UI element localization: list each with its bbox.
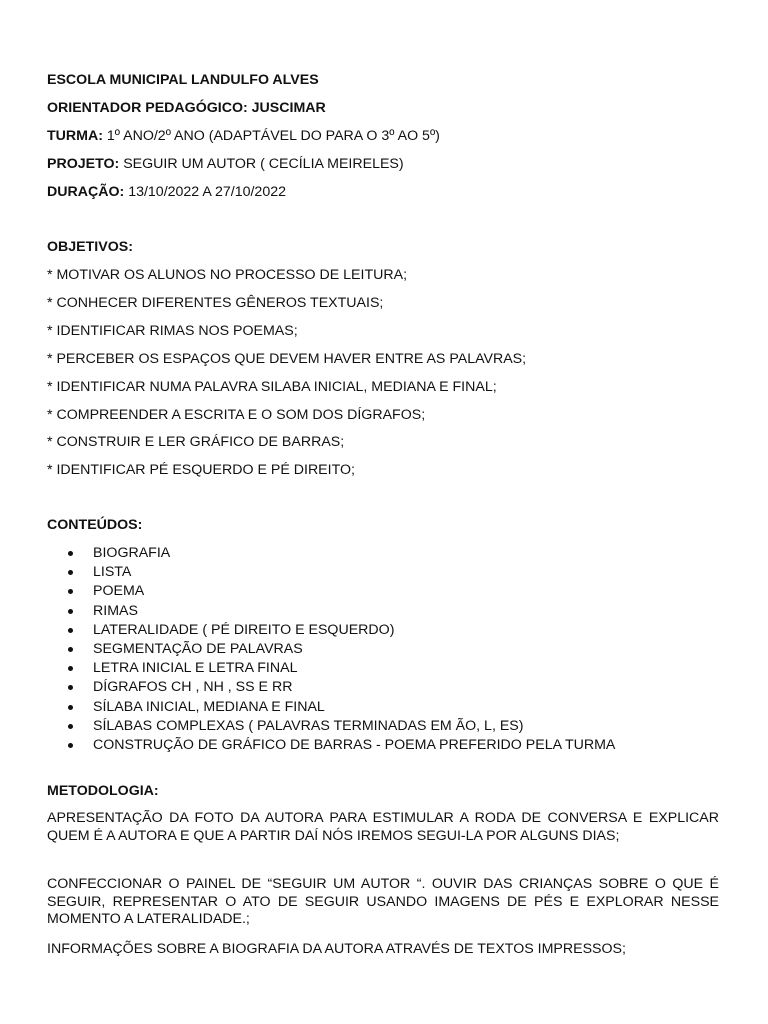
objetivo-item: * MOTIVAR OS ALUNOS NO PROCESSO DE LEITURA; [47, 267, 408, 283]
list-item [47, 717, 615, 736]
coordinator-line: ORIENTADOR PEDAGÓGICO: JUSCIMAR [47, 100, 326, 116]
list-item-text: LISTA [93, 564, 132, 581]
list-item-text: DÍGRAFOS CH , NH , SS E RR [93, 679, 293, 696]
metodologia-paragraph: INFORMAÇÕES SOBRE A BIOGRAFIA DA AUTORA ATRAVÉS DE TEXTOS IMPRESSOS; [47, 941, 626, 957]
objetivo-item: * IDENTIFICAR NUMA PALAVRA SILABA INICIAL, MEDIANA E FINAL; [47, 379, 497, 395]
turma-line [47, 127, 440, 145]
bullet-icon [68, 609, 73, 614]
objetivo-item: * CONHECER DIFERENTES GÊNEROS TEXTUAIS; [47, 295, 384, 311]
objetivo-item: * CONSTRUIR E LER GRÁFICO DE BARRAS; [47, 434, 345, 450]
list-item-text: SEGMENTAÇÃO DE PALAVRAS [93, 640, 303, 657]
duracao-label: DURAÇÃO: [47, 184, 125, 200]
metodologia-paragraph: APRESENTAÇÃO DA FOTO DA AUTORA PARA ESTIMULAR A RODA DE CONVERSA E EXPLICAR QUEM É A AUTORA E QUE A PARTIR DAÍ NÓS IREMOS SEGUI-LA POR ALGUNS DIAS; [47, 810, 719, 844]
list-item [47, 621, 615, 640]
projeto-label: PROJETO: [47, 156, 120, 172]
list-item-text: CONSTRUÇÃO DE GRÁFICO DE BARRAS - POEMA PREFERIDO PELA TURMA [93, 736, 616, 753]
list-item [47, 659, 615, 678]
list-item-text: LATERALIDADE ( PÉ DIREITO E ESQUERDO) [93, 621, 395, 638]
list-item [47, 602, 615, 621]
turma-value: 1º ANO/2º ANO (ADAPTÁVEL DO PARA O 3º AO 5º) [102, 128, 440, 144]
objetivo-item: * PERCEBER OS ESPAÇOS QUE DEVEM HAVER ENTRE AS PALAVRAS; [47, 351, 527, 367]
bullet-icon [68, 589, 73, 594]
bullet-icon [68, 666, 73, 671]
metodologia-paragraph: CONFECCIONAR O PAINEL DE “SEGUIR UM AUTOR “. OUVIR DAS CRIANÇAS SOBRE O QUE É SEGUIR, REPRESENTAR O ATO DE SEGUIR USANDO IMAGENS DE PÉS E EXPLORAR NESSE MOMENTO A LATERALIDADE.; [47, 876, 719, 927]
list-item [47, 736, 615, 755]
metodologia-heading: METODOLOGIA: [47, 783, 159, 799]
list-item-text: RIMAS [93, 602, 138, 619]
bullet-icon [68, 647, 73, 652]
bullet-icon [68, 570, 73, 575]
projeto-line [47, 155, 404, 173]
projeto-value: SEGUIR UM AUTOR ( CECÍLIA MEIRELES) [119, 156, 404, 172]
list-item [47, 678, 615, 697]
duracao-value: 13/10/2022 A 27/10/2022 [124, 184, 286, 200]
objetivo-item: * IDENTIFICAR PÉ ESQUERDO E PÉ DIREITO; [47, 462, 355, 478]
list-item-text: SÍLABAS COMPLEXAS ( PALAVRAS TERMINADAS EM ÃO, L, ES) [93, 717, 524, 734]
list-item-text: BIOGRAFIA [93, 545, 171, 561]
list-item [47, 582, 615, 601]
list-item-text: SÍLABA INICIAL, MEDIANA E FINAL [93, 698, 325, 715]
bullet-icon [68, 724, 73, 729]
list-item [47, 640, 615, 659]
school-name: ESCOLA MUNICIPAL LANDULFO ALVES [47, 72, 319, 88]
conteudos-heading: CONTEÚDOS: [47, 517, 143, 533]
list-item [47, 563, 615, 582]
bullet-icon [68, 628, 73, 633]
bullet-icon [68, 685, 73, 690]
bullet-icon [68, 705, 73, 710]
objetivo-item: * IDENTIFICAR RIMAS NOS POEMAS; [47, 323, 298, 339]
turma-label: TURMA: [47, 128, 103, 144]
objetivos-heading: OBJETIVOS: [47, 239, 133, 255]
objetivo-item: * COMPREENDER A ESCRITA E O SOM DOS DÍGRAFOS; [47, 407, 426, 423]
list-item-text: POEMA [93, 583, 145, 600]
list-item [47, 544, 615, 563]
conteudos-list [47, 544, 615, 755]
bullet-icon [68, 551, 73, 556]
list-item [47, 698, 615, 717]
duracao-line [47, 183, 286, 201]
bullet-icon [68, 743, 73, 748]
list-item-text: LETRA INICIAL E LETRA FINAL [93, 660, 298, 677]
